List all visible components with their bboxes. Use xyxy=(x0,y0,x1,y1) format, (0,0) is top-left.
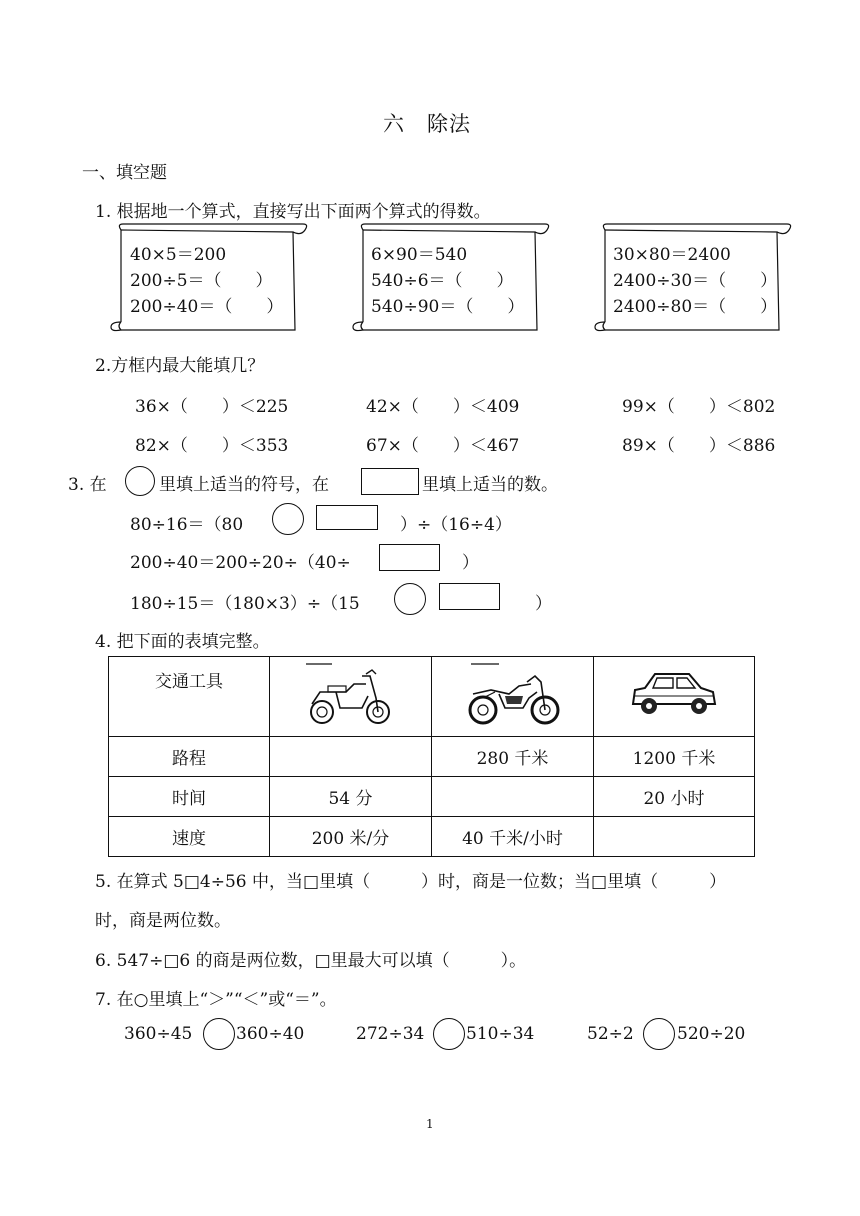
equation-line: 200÷40＝（ ） xyxy=(130,297,284,317)
scooter-icon xyxy=(306,662,396,726)
inequality-item: 42×（ ）＜409 xyxy=(366,397,520,417)
scroll-text-2 xyxy=(371,242,524,320)
equation-3-1-b: ）÷（16÷4） xyxy=(400,515,512,535)
equation-line: 30×80＝2400 xyxy=(613,245,731,265)
question-7-label: 7. 在○里填上“＞”“＜”或“＝”。 xyxy=(95,990,337,1010)
answer-box[interactable] xyxy=(361,468,419,495)
table-cell[interactable] xyxy=(270,737,432,777)
table-cell: 20 小时 xyxy=(594,777,755,817)
compare-circle[interactable] xyxy=(643,1018,675,1050)
answer-box[interactable] xyxy=(316,505,378,530)
compare-circle[interactable] xyxy=(433,1018,465,1050)
compare-left: 52÷2 xyxy=(587,1024,634,1044)
car-cell xyxy=(594,657,755,737)
compare-right: 510÷34 xyxy=(466,1024,535,1044)
row-label-distance: 路程 xyxy=(109,737,270,777)
answer-circle[interactable] xyxy=(394,583,426,615)
scroll-text-3 xyxy=(613,242,777,320)
equation-line: 40×5＝200 xyxy=(130,245,227,265)
equation-3-3-a: 180÷15＝（180×3）÷（15 xyxy=(130,594,360,614)
question-5-line-2: 时，商是两位数。 xyxy=(95,911,231,931)
equation-3-1-a: 80÷16＝（80 xyxy=(130,515,244,535)
answer-circle[interactable] xyxy=(125,466,155,496)
motorcycle-cell xyxy=(432,657,594,737)
equation-line: 2400÷80＝（ ） xyxy=(613,297,778,317)
question-2-label: 2.方框内最大能填几？ xyxy=(95,356,265,376)
inequality-item: 99×（ ）＜802 xyxy=(622,397,776,417)
equation-3-3-b: ） xyxy=(535,594,552,614)
table-cell: 200 米/分 xyxy=(270,817,432,857)
table-cell: 280 千米 xyxy=(432,737,594,777)
answer-circle[interactable] xyxy=(272,503,304,535)
question-6: 6. 547÷□6 的商是两位数，□里最大可以填（ ）。 xyxy=(95,951,527,971)
compare-left: 272÷34 xyxy=(356,1024,425,1044)
question-5-line-1: 5. 在算式 5□4÷56 中，当□里填（ ）时，商是一位数；当□里填（ ） xyxy=(95,872,727,892)
inequality-item: 82×（ ）＜353 xyxy=(135,436,289,456)
equation-line: 540÷6＝（ ） xyxy=(371,271,514,291)
equation-line: 200÷5＝（ ） xyxy=(130,271,273,291)
equation-3-2-a: 200÷40＝200÷20÷（40÷ xyxy=(130,553,351,573)
page-title: 六 除法 xyxy=(383,112,471,136)
scroll-text-1 xyxy=(130,242,283,320)
answer-box[interactable] xyxy=(439,583,500,610)
equation-line: 6×90＝540 xyxy=(371,245,468,265)
compare-right: 360÷40 xyxy=(236,1024,305,1044)
section-heading: 一、填空题 xyxy=(82,163,167,183)
question-3-label-c: 里填上适当的数。 xyxy=(422,475,558,495)
equation-line: 540÷90＝（ ） xyxy=(371,297,525,317)
inequality-item: 89×（ ）＜886 xyxy=(622,436,776,456)
table-header-cell: 交通工具 xyxy=(109,657,270,737)
question-3-label-a: 3. 在 xyxy=(68,475,107,495)
question-1-label: 1. 根据地一个算式，直接写出下面两个算式的得数。 xyxy=(95,202,491,222)
inequality-item: 36×（ ）＜225 xyxy=(135,397,289,417)
equation-3-2-b: ） xyxy=(462,553,479,573)
table-cell[interactable] xyxy=(432,777,594,817)
question-3-label-b: 里填上适当的符号，在 xyxy=(159,475,329,495)
inequality-item: 67×（ ）＜467 xyxy=(366,436,520,456)
table-cell: 40 千米/小时 xyxy=(432,817,594,857)
car-icon xyxy=(629,666,719,722)
page-number: 1 xyxy=(426,1117,434,1131)
motorcycle-icon xyxy=(465,662,561,726)
transport-table xyxy=(108,656,755,857)
table-cell: 54 分 xyxy=(270,777,432,817)
compare-left: 360÷45 xyxy=(124,1024,193,1044)
compare-right: 520÷20 xyxy=(677,1024,746,1044)
equation-line: 2400÷30＝（ ） xyxy=(613,271,778,291)
question-4-label: 4. 把下面的表填完整。 xyxy=(95,632,270,652)
scooter-cell xyxy=(270,657,432,737)
compare-circle[interactable] xyxy=(203,1018,235,1050)
row-label-speed: 速度 xyxy=(109,817,270,857)
table-cell[interactable] xyxy=(594,817,755,857)
table-cell: 1200 千米 xyxy=(594,737,755,777)
answer-box[interactable] xyxy=(379,544,440,571)
row-label-time: 时间 xyxy=(109,777,270,817)
